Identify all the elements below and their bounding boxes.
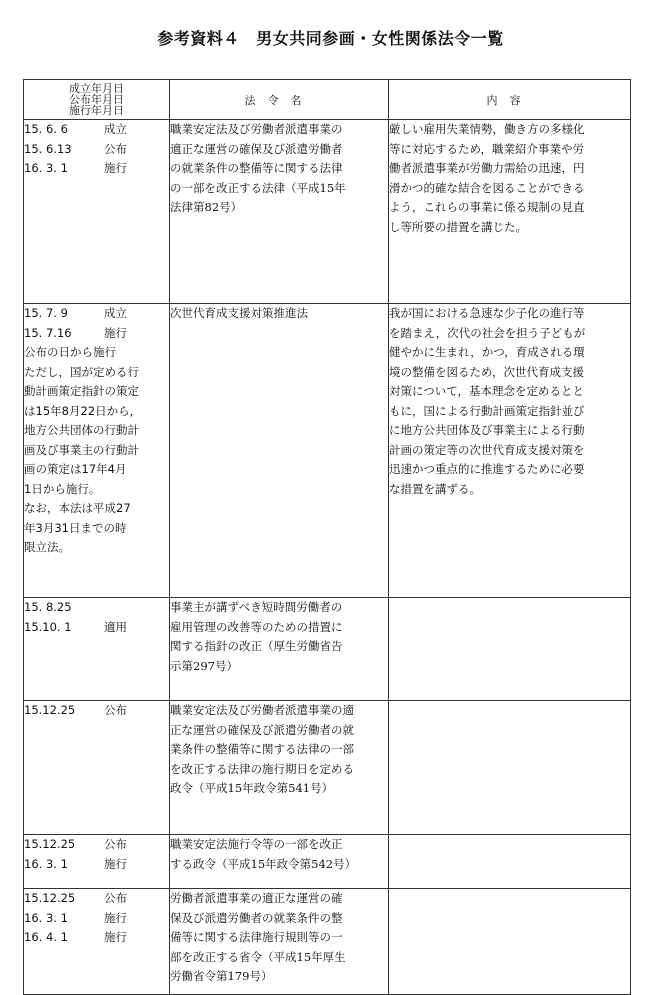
- enforcement-note: 公布の日から施行 ただし，国が定める行 動計画策定指針の策定 は15年8月22日から， 地方公共団体の行動計 画及び事業主の行動計 画の策定は17年4月 1日から施行。 なお，本法は平成27 年3月31日までの時 限立法。: [24, 345, 142, 554]
- date-value: 15.12.25: [24, 891, 76, 905]
- date-event: 公布: [104, 703, 127, 717]
- table-row: [24, 835, 631, 889]
- date-line: [24, 928, 169, 948]
- table-row: [24, 304, 631, 598]
- table-header-row: [24, 80, 631, 120]
- date-value: 16. 3. 1: [24, 856, 68, 871]
- date-cell: [24, 701, 170, 835]
- header-date-enforced: 施行年月日: [69, 104, 124, 117]
- date-line: [24, 618, 169, 638]
- law-name-cell: 事業主が講ずべき短時間労働者の 雇用管理の改善等のための措置に 関する指針の改正（厚生労働省告 示第297号）: [170, 598, 389, 701]
- date-line: [24, 889, 169, 909]
- content-cell: 我が国における急速な少子化の進行等 を踏まえ，次代の社会を担う子どもが 健やかに生まれ，かつ，育成される環 境の整備を図るため，次世代育成支援 対策について，基本理念を定めるとと もに，国による行動計画策定指針並び に地方公共団体及び事業主による行動 計画の策定等の次世代育成支援対策を 迅速かつ重点的に推進するために必要 な措置を講ずる。: [389, 304, 631, 598]
- header-content: 内容: [389, 80, 631, 120]
- date-event: 施行: [104, 161, 127, 175]
- date-line: [24, 159, 169, 179]
- date-line: [24, 598, 169, 618]
- date-cell: [24, 120, 170, 304]
- content-cell: [389, 701, 631, 835]
- date-line: [24, 304, 169, 324]
- date-value: 16. 3. 1: [24, 910, 68, 925]
- date-event: 適用: [104, 619, 127, 634]
- date-line: [24, 120, 169, 140]
- date-value: 15. 6. 6: [24, 122, 68, 136]
- law-name-cell: 職業安定法及び労働者派遣事業の 適正な運営の確保及び派遣労働者 の就業条件の整備等に関する法律 の一部を改正する法律（平成15年 法律第82号）: [170, 120, 389, 304]
- date-value: 15. 7. 9: [24, 306, 68, 320]
- law-list-table: [23, 79, 631, 995]
- date-event: 施行: [104, 930, 127, 944]
- date-cell: [24, 889, 170, 995]
- date-cell: [24, 835, 170, 889]
- date-value: 15.12.25: [24, 703, 76, 717]
- content-cell: 厳しい雇用失業情勢，働き方の多様化 等に対応するため，職業紹介事業や労 働者派遣事業が労働力需給の迅速，円 滑かつ的確な結合を図ることができる よう，これらの事業に係る規制の見直 し等所要の措置を講じた。: [389, 120, 631, 304]
- law-name-cell: 労働者派遣事業の適正な運営の確 保及び派遣労働者の就業条件の整 備等に関する法律施行規則等の一 部を改正する省令（平成15年厚生 労働省令第179号）: [170, 889, 389, 995]
- date-cell: [24, 598, 170, 701]
- date-line: [24, 909, 169, 929]
- law-name-cell: 職業安定法施行令等の一部を改正 する政令（平成15年政令第542号）: [170, 835, 389, 889]
- date-event: 成立: [104, 122, 127, 136]
- date-line: [24, 324, 169, 344]
- date-event: 成立: [104, 306, 127, 320]
- date-event: 公布: [104, 141, 127, 156]
- date-line: [24, 855, 169, 875]
- table-row: [24, 120, 631, 304]
- header-date-promulgated: 公布年月日: [69, 93, 124, 106]
- date-value: 16. 4. 1: [24, 930, 68, 944]
- table-row: [24, 889, 631, 995]
- date-event: 公布: [104, 891, 127, 905]
- date-event: 公布: [104, 837, 127, 851]
- date-event: 施行: [104, 856, 127, 871]
- date-value: 15. 7.16: [24, 325, 72, 340]
- header-law-name: 法令名: [170, 80, 389, 120]
- date-value: 16. 3. 1: [24, 161, 68, 175]
- table-row: [24, 701, 631, 835]
- date-line: [24, 835, 169, 855]
- date-value: 15.12.25: [24, 837, 76, 851]
- header-dates: [24, 80, 170, 120]
- date-event: 施行: [104, 910, 127, 925]
- date-value: 15. 8.25: [24, 600, 72, 614]
- date-line: [24, 701, 169, 721]
- content-cell: [389, 889, 631, 995]
- content-cell: [389, 835, 631, 889]
- date-value: 15.10. 1: [24, 619, 72, 634]
- law-name-cell: 次世代育成支援対策推進法: [170, 304, 389, 598]
- table-row: [24, 598, 631, 701]
- content-cell: [389, 598, 631, 701]
- date-cell: [24, 304, 170, 598]
- date-value: 15. 6.13: [24, 141, 72, 156]
- header-date-enacted: 成立年月日: [69, 82, 124, 95]
- date-line: [24, 140, 169, 160]
- law-name-cell: 職業安定法及び労働者派遣事業の適 正な運営の確保及び派遣労働者の就 業条件の整備等に関する法律の一部 を改正する法律の施行期日を定める 政令（平成15年政令第541号）: [170, 701, 389, 835]
- page-title: 参考資料４ 男女共同参画・女性関係法令一覧: [157, 29, 504, 48]
- date-event: 施行: [104, 325, 127, 340]
